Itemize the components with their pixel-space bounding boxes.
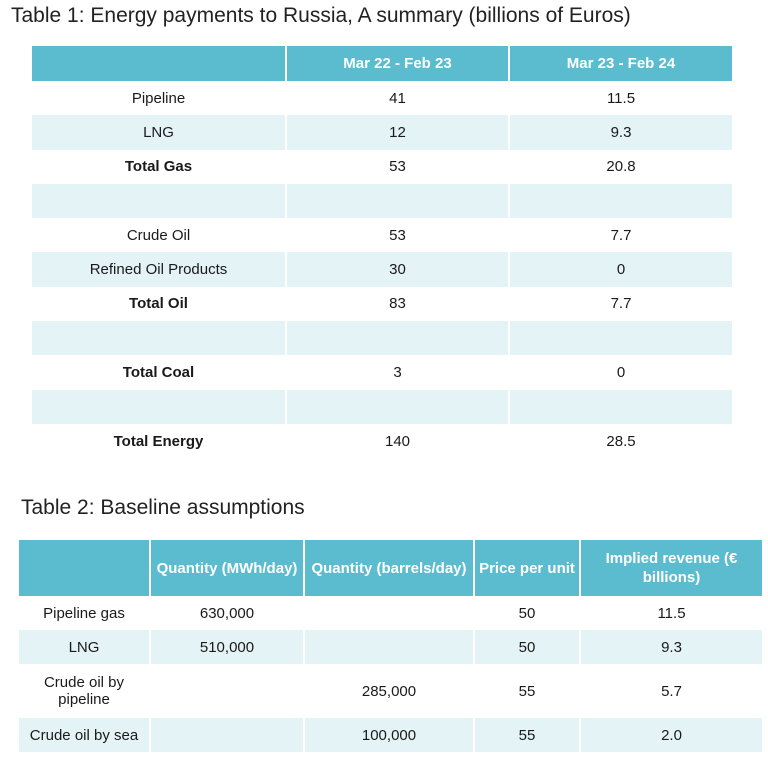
row-label: Total Oil <box>32 287 286 321</box>
table-row <box>32 115 732 149</box>
spacer-row <box>32 390 732 424</box>
header-quantity-mwh: Quantity (MWh/day) <box>150 540 304 596</box>
row-value-period-1: 30 <box>286 252 509 286</box>
header-implied-revenue: Implied revenue (€ billions) <box>580 540 762 596</box>
row-label: Crude Oil <box>32 218 286 252</box>
row-value-period-1: 41 <box>286 81 509 115</box>
row-revenue: 5.7 <box>661 682 682 700</box>
row-value-period-2 <box>509 184 732 218</box>
header-label <box>19 540 150 596</box>
row-revenue: 2.0 <box>580 718 762 752</box>
header-label <box>32 46 286 81</box>
row-value-period-1: 3 <box>286 355 509 389</box>
row-label: Refined Oil Products <box>32 252 286 286</box>
table-row <box>32 150 732 184</box>
row-value-period-2: 28.5 <box>606 432 636 450</box>
row-label: Crude oil by sea <box>19 718 150 752</box>
row-price: 50 <box>474 630 580 664</box>
row-quantity-barrels <box>304 630 474 664</box>
row-quantity-barrels <box>304 596 474 630</box>
row-value-period-1 <box>286 321 509 355</box>
table2-title: Table 2: Baseline assumptions <box>21 496 305 519</box>
row-label: LNG <box>32 115 286 149</box>
row-label: Pipeline <box>32 81 286 115</box>
spacer-row <box>32 184 732 218</box>
row-label: LNG <box>19 630 150 664</box>
table-header-row <box>19 540 762 596</box>
row-quantity-mwh <box>150 718 304 752</box>
row-label: Total Gas <box>32 150 286 184</box>
row-value-period-2: 7.7 <box>610 226 632 244</box>
row-quantity-barrels: 100,000 <box>304 718 474 752</box>
row-value-period-2: 0 <box>616 364 626 382</box>
row-quantity-mwh: 630,000 <box>150 596 304 630</box>
row-value-period-2: 11.5 <box>606 89 636 107</box>
header-price-per-unit: Price per unit <box>474 540 580 596</box>
row-label: Total Coal <box>32 355 286 389</box>
row-label: Crude oil by pipeline <box>19 664 150 718</box>
row-revenue: 9.3 <box>580 630 762 664</box>
header-period-1: Mar 22 - Feb 23 <box>286 46 509 81</box>
row-quantity-mwh: 510,000 <box>150 630 304 664</box>
row-quantity-barrels: 285,000 <box>304 664 474 718</box>
row-label <box>32 184 286 218</box>
row-label: Total Energy <box>32 424 286 458</box>
row-value-period-1 <box>286 390 509 424</box>
table-header-row <box>32 46 732 81</box>
row-quantity-mwh <box>150 664 304 718</box>
table-row <box>32 218 732 252</box>
baseline-assumptions-table <box>19 540 762 752</box>
table-row <box>19 596 762 630</box>
row-price: 55 <box>474 718 580 752</box>
energy-payments-table <box>32 46 732 458</box>
table-row <box>32 252 732 286</box>
row-price: 55 <box>474 664 580 718</box>
table-row <box>19 718 762 752</box>
row-label: Pipeline gas <box>19 596 150 630</box>
row-value-period-2 <box>509 321 732 355</box>
table-row <box>19 630 762 664</box>
row-value-period-1: 12 <box>286 115 509 149</box>
table1-title: Table 1: Energy payments to Russia, A summary (billions of Euros) <box>11 4 631 27</box>
row-value-period-1: 53 <box>286 150 509 184</box>
row-value-period-1: 53 <box>286 218 509 252</box>
row-price: 50 <box>474 596 580 630</box>
table-row <box>32 355 732 389</box>
row-value-period-2: 7.7 <box>610 295 632 313</box>
row-value-period-2 <box>509 390 732 424</box>
row-value-period-2: 20.8 <box>606 158 636 176</box>
row-value-period-1: 83 <box>286 287 509 321</box>
row-revenue: 11.5 <box>657 604 686 622</box>
header-period-2: Mar 23 - Feb 24 <box>509 46 732 81</box>
table-row <box>32 81 732 115</box>
row-value-period-1 <box>286 184 509 218</box>
table-row <box>19 664 762 718</box>
row-value-period-2: 9.3 <box>509 115 732 149</box>
table-row <box>32 424 732 458</box>
row-label <box>32 390 286 424</box>
table-row <box>32 287 732 321</box>
header-quantity-barrels: Quantity (barrels/day) <box>304 540 474 596</box>
row-value-period-1: 140 <box>286 424 509 458</box>
row-value-period-2: 0 <box>509 252 732 286</box>
spacer-row <box>32 321 732 355</box>
row-label <box>32 321 286 355</box>
